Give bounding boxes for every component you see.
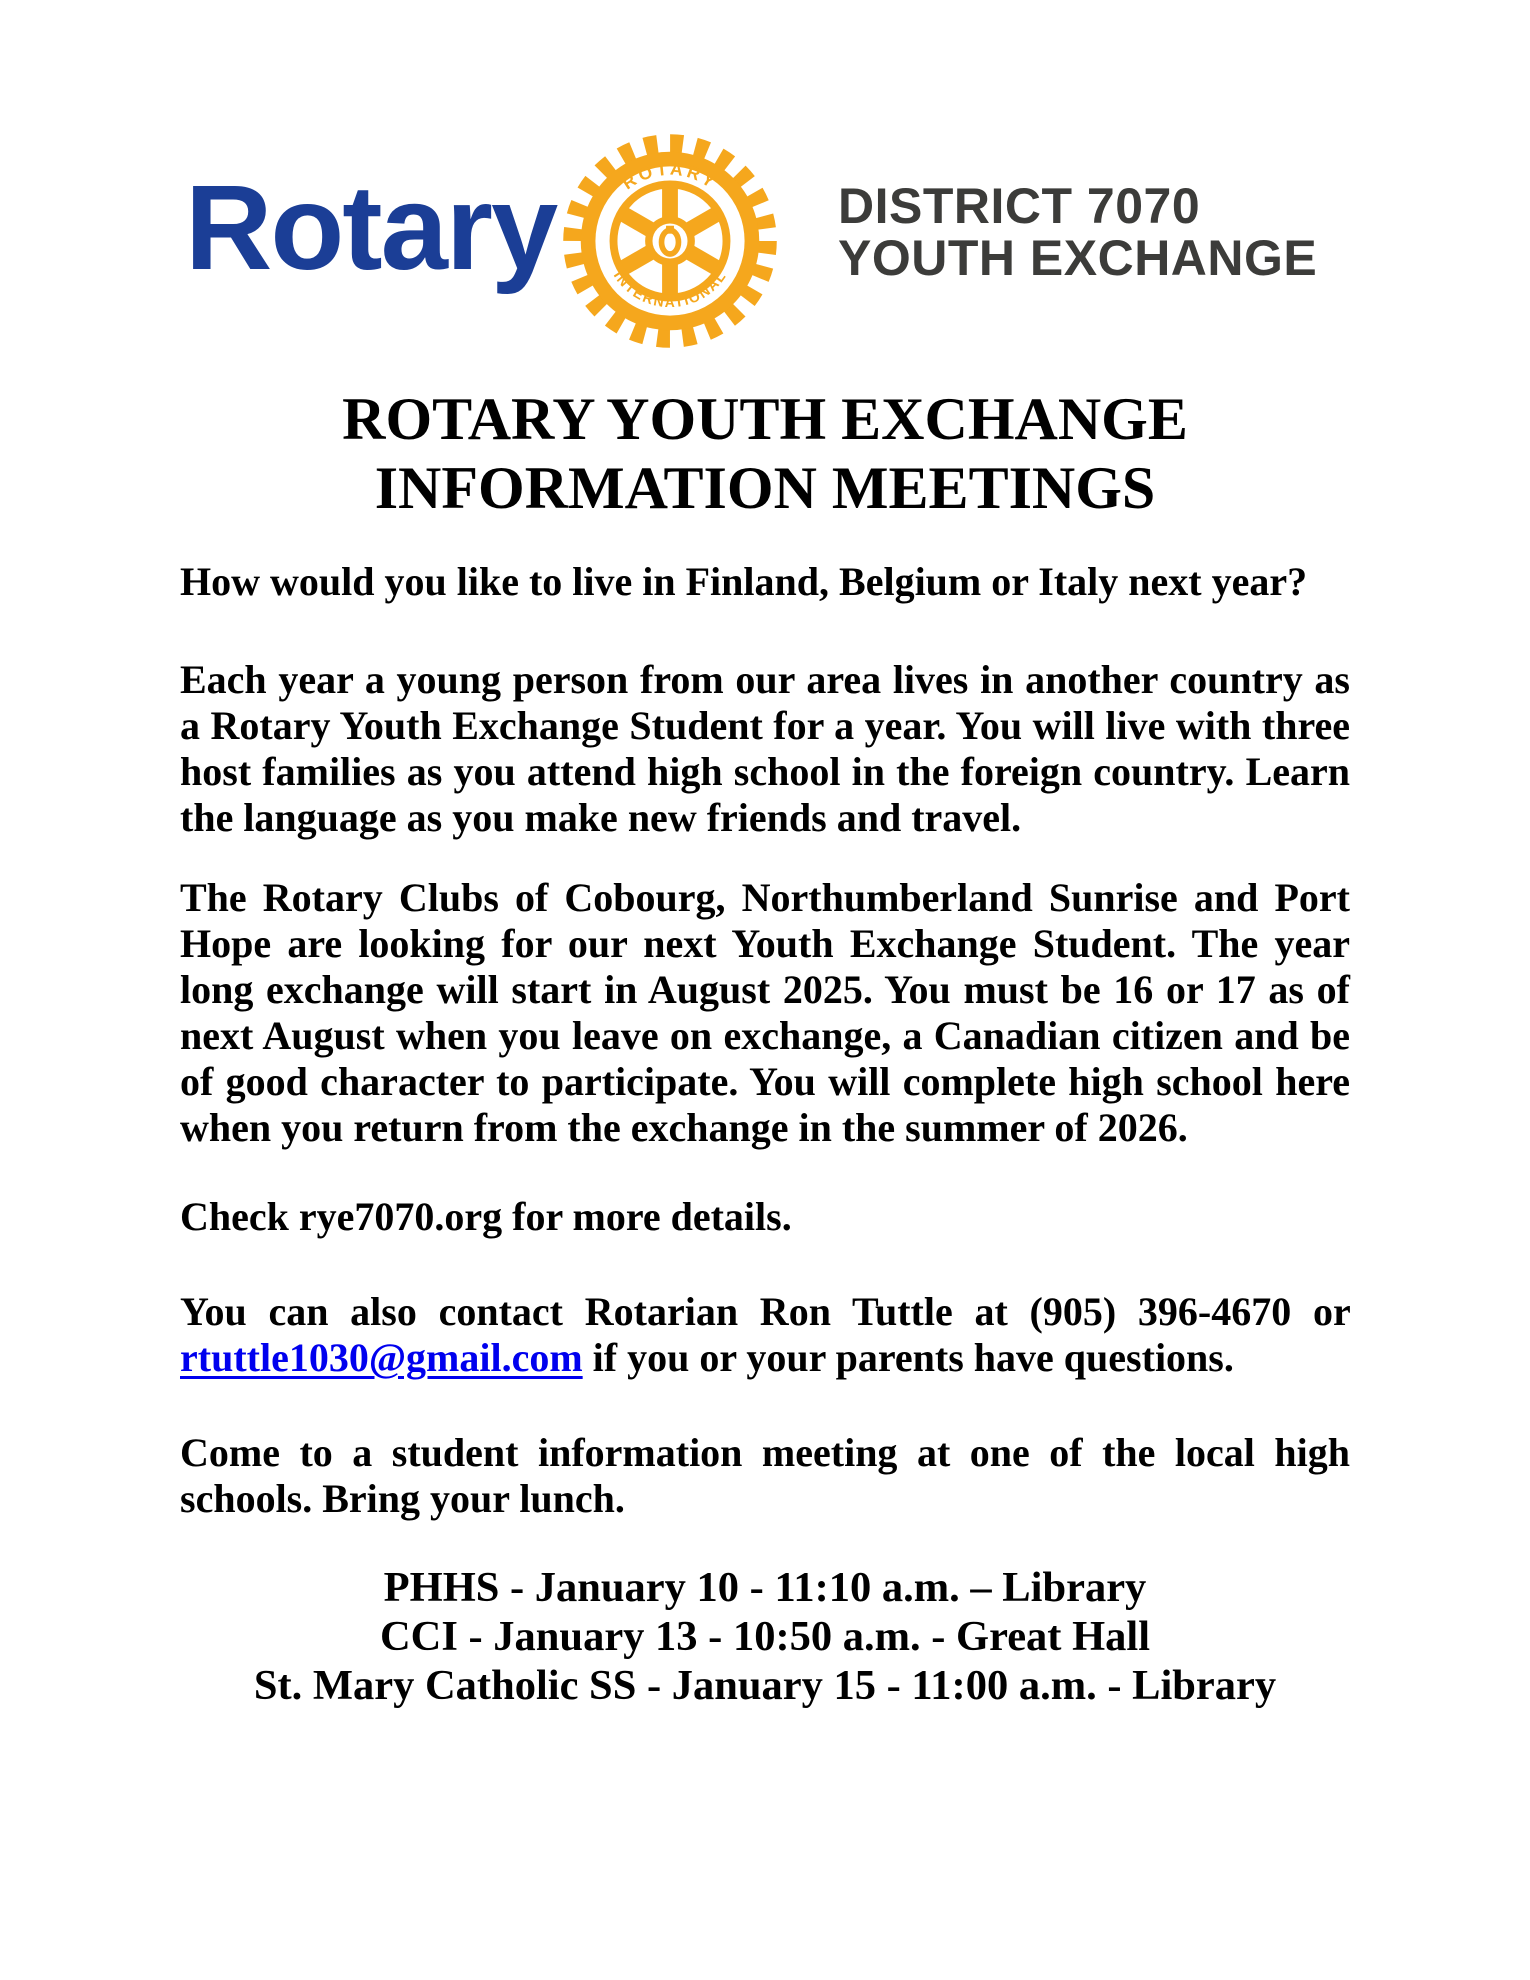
schedule-line-cci: CCI - January 13 - 10:50 a.m. - Great Hall bbox=[379, 1613, 1151, 1660]
page-title-line1: ROTARY YOUTH EXCHANGE bbox=[342, 386, 1188, 452]
clubs-paragraph: The Rotary Clubs of Cobourg, Northumberland Sunrise and Port Hope are looking for our next Youth Exchange Student. The year long exchange will start in August 2025. You must be 16 or 17 as of next August when you leave on exchange, a Canadian citizen and be of good character to participate. You will complete high school here when you return from the exchange in the summer of 2026. bbox=[180, 875, 1350, 1150]
intro-paragraph: How would you like to live in Finland, Belgium or Italy next year? bbox=[180, 559, 1308, 604]
website-paragraph: Check rye7070.org for more details. bbox=[180, 1194, 792, 1239]
rotary-wordmark: Rotary bbox=[185, 159, 557, 295]
rotary-wheel-icon bbox=[557, 128, 783, 354]
wheel-keyway-notch bbox=[666, 226, 674, 234]
wheel-bottom-label: INTERNATIONAL bbox=[610, 267, 730, 311]
page-title-line2: INFORMATION MEETINGS bbox=[374, 455, 1156, 521]
wheel-top-label: ROTARY bbox=[618, 158, 722, 194]
schedule-line-stmary: St. Mary Catholic SS - January 15 - 11:00 a.m. - Library bbox=[253, 1662, 1277, 1709]
page-title bbox=[180, 385, 1350, 523]
about-exchange-paragraph: Each year a young person from our area lives in another country as a Rotary Youth Exchange Student for a year. You will live with three host families as you attend high school in the foreign country. Learn the language as you make new friends and travel. bbox=[180, 657, 1350, 840]
contact-paragraph bbox=[180, 1289, 1350, 1381]
district-title bbox=[838, 180, 1317, 284]
contact-text-after-link: if you or your parents have questions. bbox=[592, 1335, 1234, 1380]
meeting-schedule bbox=[180, 1563, 1350, 1710]
document-body bbox=[180, 385, 1350, 1710]
schedule-line-phhs: PHHS - January 10 - 11:10 a.m. – Library bbox=[383, 1564, 1147, 1611]
district-line1: DISTRICT 7070 bbox=[838, 178, 1201, 234]
contact-text-before-link: You can also contact Rotarian Ron Tuttle at (905) 396-4670 or bbox=[180, 1289, 1350, 1334]
email-link[interactable]: rtuttle1030@gmail.com bbox=[180, 1335, 583, 1380]
come-to-meeting-paragraph: Come to a student information meeting at one of the local high schools. Bring your lunch. bbox=[180, 1430, 1350, 1521]
district-line2: YOUTH EXCHANGE bbox=[838, 230, 1318, 286]
header-logo-row bbox=[0, 0, 1530, 370]
